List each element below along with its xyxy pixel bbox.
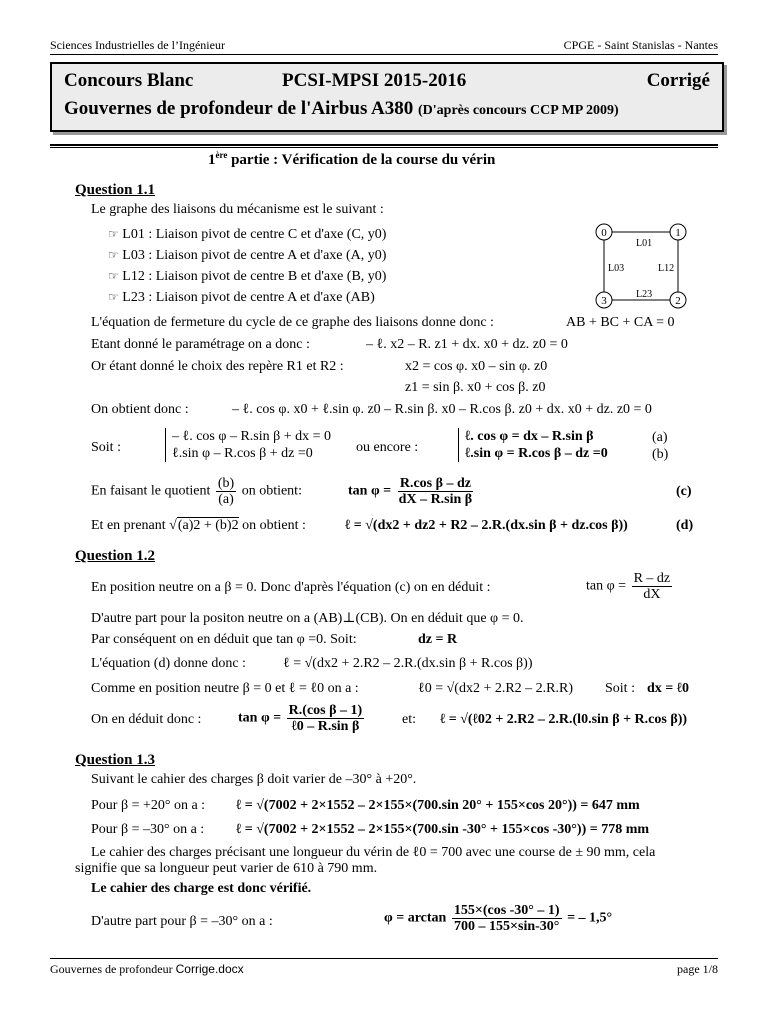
liaison-item <box>108 290 375 306</box>
q13-arctan-fraction <box>452 903 562 934</box>
liaison-graph <box>592 222 692 312</box>
tanphi-equation <box>348 476 476 507</box>
q12-et: et: <box>402 712 416 727</box>
q12-tan-num: R – dz <box>633 571 671 586</box>
system-1-line-a: – ℓ. cos φ – R.sin β + dx = 0 <box>172 429 332 444</box>
ou-encore-label: ou encore : <box>356 440 419 455</box>
tag-a: (a) <box>652 430 668 445</box>
q13-beta30-equation: ℓ = √(7002 + 2×1552 – 2×155×(700.sin -30° + 155×cos -30°)) = 778 mm <box>236 822 650 837</box>
footer-doc-title: Gouvernes de profondeur <box>50 962 173 976</box>
pointing-hand-icon: ☞ <box>108 269 119 283</box>
q13-arctan-result: = – 1,5° <box>567 910 613 926</box>
quotient-text-1: En faisant le quotient <box>91 483 211 499</box>
graph-node-label: 3 <box>601 295 607 307</box>
q11-intro: Le graphe des liaisons du mécanisme est le suivant : <box>91 202 384 217</box>
footer-page <box>677 962 718 977</box>
q12-tanphi-fraction <box>287 703 364 734</box>
system-2-line-b: ℓ.sin φ = R.cos β – dz =0 <box>465 446 608 461</box>
liaison-item <box>108 248 386 264</box>
pointing-hand-icon: ☞ <box>108 248 119 262</box>
footer-file: Corrige.docx <box>175 962 244 976</box>
pointing-hand-icon: ☞ <box>108 227 119 241</box>
graph-edge-label: L01 <box>636 238 653 249</box>
footer-rule <box>50 958 718 959</box>
closure-text: L'équation de fermeture du cycle de ce graphe des liaisons donne donc : <box>91 315 494 330</box>
class-year: PCSI-MPSI 2015-2016 <box>282 70 467 91</box>
system-2-line-a: ℓ. cos φ = dx – R.sin β <box>465 429 594 444</box>
part-title <box>208 150 495 169</box>
graph-node-label: 2 <box>675 295 681 307</box>
q12-line-6: On en déduit donc : <box>91 712 202 727</box>
prenant-text-2: on obtient : <box>242 518 306 533</box>
q13-arctan-den: 700 – 155×sin-30° <box>454 919 560 934</box>
subject-text: Gouvernes de profondeur de l'Airbus A380 <box>64 98 414 119</box>
q12-line-5: Comme en position neutre β = 0 et ℓ = ℓ0 on a : <box>91 681 359 696</box>
tanphi-den: dX – R.sin β <box>398 492 473 507</box>
obtain-text: On obtient donc : <box>91 402 189 417</box>
system-1 <box>165 428 331 462</box>
graph-node-label: 1 <box>675 227 681 239</box>
q13-line-5: signifie que sa longueur peut varier de 610 à 790 mm. <box>75 861 378 876</box>
question-1-2: Question 1.2 <box>75 548 156 564</box>
quotient-fraction <box>216 476 236 507</box>
q13-line-7: D'autre part pour β = –30° on a : <box>91 914 273 929</box>
prenant-line: Et en prenant √(a)2 + (b)2 on obtient : <box>91 518 306 533</box>
q12-dz-result: dz = R <box>418 632 458 647</box>
part-title-text: partie : Vérification de la course du vérin <box>227 152 496 168</box>
question-1-1: Question 1.1 <box>75 182 156 198</box>
q12-tan-equation <box>586 571 674 602</box>
q12-tanphi-equation <box>238 703 366 734</box>
q12-tan-lhs: tan φ = <box>586 578 627 594</box>
liaison-text: L23 : Liaison pivot de centre A et d'axe (AB) <box>122 290 375 305</box>
pointing-hand-icon: ☞ <box>108 290 119 304</box>
tanphi-lhs: tan φ = <box>348 483 392 499</box>
prenant-sqrt: (a)2 + (b)2 <box>177 518 239 533</box>
system-1-line-b: ℓ.sin φ – R.cos β + dz =0 <box>172 446 313 461</box>
liaison-text: L12 : Liaison pivot de centre B et d'axe (B, y0) <box>122 269 387 284</box>
tanphi-fraction <box>397 476 475 507</box>
param-equation: – ℓ. x2 – R. z1 + dx. x0 + dz. z0 = 0 <box>366 337 568 352</box>
soit-label: Soit : <box>91 440 121 455</box>
q12-tanphi-den: ℓ0 – R.sin β <box>291 719 360 734</box>
liaison-item <box>108 269 386 285</box>
tag-d: (d) <box>676 518 694 533</box>
graph-node-label: 0 <box>601 227 607 239</box>
prenant-text-1: Et en prenant <box>91 518 166 533</box>
subject-source: (D'après concours CCP MP 2009) <box>418 103 619 118</box>
q12-line-2: D'autre part pour la positon neutre on a (AB)⊥(CB). On en déduit que φ = 0. <box>91 611 524 626</box>
footer-page-total: 8 <box>712 962 718 976</box>
obtain-equation: – ℓ. cos φ. x0 + ℓ.sin φ. z0 – R.sin β. x0 – R.cos β. z0 + dx. x0 + dz. z0 = 0 <box>232 402 652 417</box>
q13-conclusion: Le cahier des charge est donc vérifié. <box>91 881 312 896</box>
ell-equation: ℓ = √(dx2 + dz2 + R2 – 2.R.(dx.sin β + dz.cos β)) <box>345 518 628 533</box>
header-right: CPGE - Saint Stanislas - Nantes <box>563 38 718 52</box>
graph-edge-label: L12 <box>658 263 675 274</box>
header-left: Sciences Industrielles de l’Ingénieur <box>50 38 225 52</box>
q12-line-3: Par conséquent on en déduit que tan φ =0. Soit: <box>91 632 357 647</box>
q12-ell-equation: ℓ = √(dx2 + 2.R2 – 2.R.(dx.sin β + R.cos β)) <box>283 656 533 671</box>
footer-left <box>50 962 244 977</box>
quotient-den: (a) <box>218 492 234 507</box>
choice-equation-2: z1 = sin β. x0 + cos β. z0 <box>405 380 546 395</box>
tanphi-num: R.cos β – dz <box>399 476 471 491</box>
q12-line-4: L'équation (d) donne donc : <box>91 656 246 671</box>
quotient-num: (b) <box>217 476 235 491</box>
part-rule-top2 <box>50 147 718 148</box>
liaison-text: L03 : Liaison pivot de centre A et d'axe (A, y0) <box>122 248 387 263</box>
param-text: Etant donné le paramétrage on a donc : <box>91 337 310 352</box>
title-box <box>50 62 724 132</box>
q13-line-2: Pour β = +20° on a : <box>91 798 206 813</box>
q12-ell-final: ℓ = √(ℓ02 + 2.R2 – 2.R.(l0.sin β + R.cos β)) <box>440 712 688 727</box>
choice-text: Or étant donné le choix des repère R1 et R2 : <box>91 359 344 374</box>
liaison-text: L01 : Liaison pivot de centre C et d'axe (C, y0) <box>122 227 387 242</box>
q12-ell0-equation: ℓ0 = √(dx2 + 2.R2 – 2.R.R) <box>418 681 574 696</box>
closure-equation: AB + BC + CA = 0 <box>566 315 675 330</box>
footer-page-label: page 1/ <box>677 962 712 976</box>
question-1-3: Question 1.3 <box>75 752 156 768</box>
corrige-label: Corrigé <box>646 70 710 91</box>
part-num: 1 <box>208 152 216 168</box>
part-rule-top <box>50 144 718 146</box>
tag-c: (c) <box>676 484 692 499</box>
q13-line-1: Suivant le cahier des charges β doit varier de –30° à +20°. <box>91 772 417 787</box>
q12-tan-fraction <box>632 571 673 602</box>
graph-edge-label: L03 <box>608 263 625 274</box>
exam-title: Concours Blanc <box>64 70 194 91</box>
q12-soit: Soit : <box>605 681 635 696</box>
q12-tan-den: dX <box>643 587 661 602</box>
q13-arctan-equation <box>384 903 612 934</box>
subject-title <box>64 98 619 120</box>
quotient-line <box>91 476 302 507</box>
part-sup: ère <box>215 150 228 160</box>
q13-line-3: Pour β = –30° on a : <box>91 822 205 837</box>
q12-tanphi-lhs: tan φ = <box>238 710 282 726</box>
system-2 <box>458 428 608 462</box>
graph-edge-label: L23 <box>636 289 653 300</box>
q12-tanphi-num: R.(cos β – 1) <box>288 703 363 718</box>
q12-line-1: En position neutre on a β = 0. Donc d'après l'équation (c) on en déduit : <box>91 580 491 595</box>
q13-arctan-lhs: φ = arctan <box>384 910 447 926</box>
choice-equation-1: x2 = cos φ. x0 – sin φ. z0 <box>405 359 548 374</box>
header-rule <box>50 54 718 55</box>
q13-line-4: Le cahier des charges précisant une longueur du vérin de ℓ0 = 700 avec une course de ± 90 mm, cela <box>91 845 656 860</box>
q13-arctan-num: 155×(cos -30° – 1) <box>453 903 560 918</box>
q12-dx-result: dx = ℓ0 <box>647 681 690 696</box>
tag-b: (b) <box>652 447 669 462</box>
q13-beta20-equation: ℓ = √(7002 + 2×1552 – 2×155×(700.sin 20° + 155×cos 20°)) = 647 mm <box>236 798 640 813</box>
liaison-item <box>108 227 386 243</box>
quotient-text-2: on obtient: <box>241 483 302 499</box>
